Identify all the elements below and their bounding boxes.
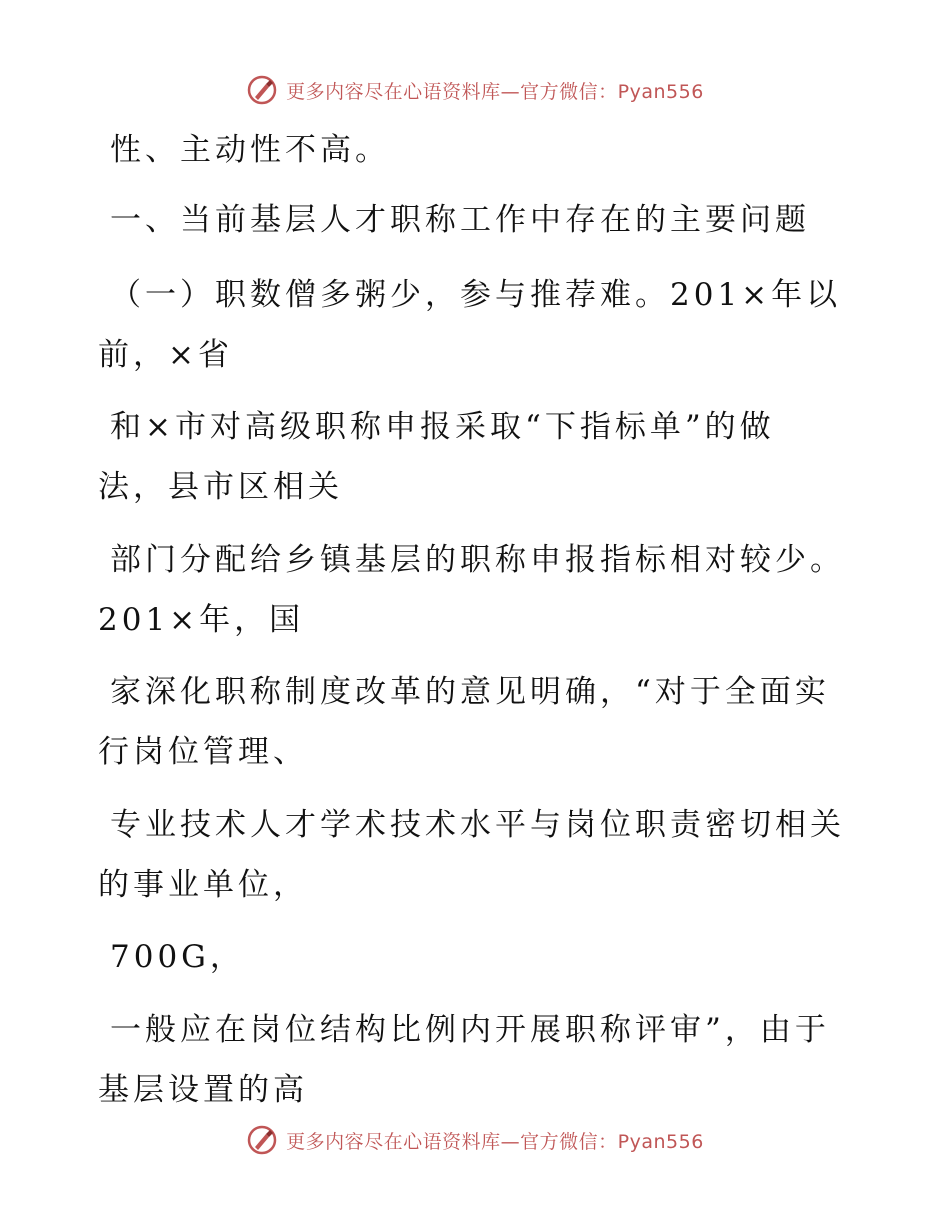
- fountain-pen-logo-icon: [246, 74, 278, 106]
- text-line: 的事业单位，: [98, 867, 308, 903]
- footer-watermark: [0, 1120, 950, 1160]
- text-line: （一）职数僧多粥少，参与推荐难。201×年以: [110, 277, 842, 313]
- text-line: 家深化职称制度改革的意见明确，“对于全面实: [110, 674, 830, 710]
- text-line: 法，县市区相关: [98, 469, 343, 505]
- text-line: 基层设置的高: [98, 1072, 308, 1108]
- text-line: 部门分配给乡镇基层的职称申报指标相对较少。: [110, 542, 845, 578]
- text-line: 行岗位管理、: [98, 734, 308, 770]
- text-line: 700G，: [110, 939, 245, 975]
- text-line: 201×年，国: [98, 602, 305, 638]
- fountain-pen-logo-icon: [246, 1124, 278, 1156]
- text-line: 专业技术人才学术技术水平与岗位职责密切相关: [110, 807, 845, 843]
- text-line: 性、主动性不高。: [110, 132, 390, 168]
- text-line: 和×市对高级职称申报采取“下指标单”的做: [110, 409, 775, 445]
- watermark-text: 更多内容尽在心语资料库—官方微信：Pyan556: [286, 1130, 704, 1153]
- text-line: 前，×省: [98, 337, 233, 373]
- header-watermark: [0, 70, 950, 110]
- watermark-text: 更多内容尽在心语资料库—官方微信：Pyan556: [286, 80, 704, 103]
- text-line: 一般应在岗位结构比例内开展职称评审”，由于: [110, 1012, 830, 1048]
- text-line: 一、当前基层人才职称工作中存在的主要问题: [110, 202, 810, 238]
